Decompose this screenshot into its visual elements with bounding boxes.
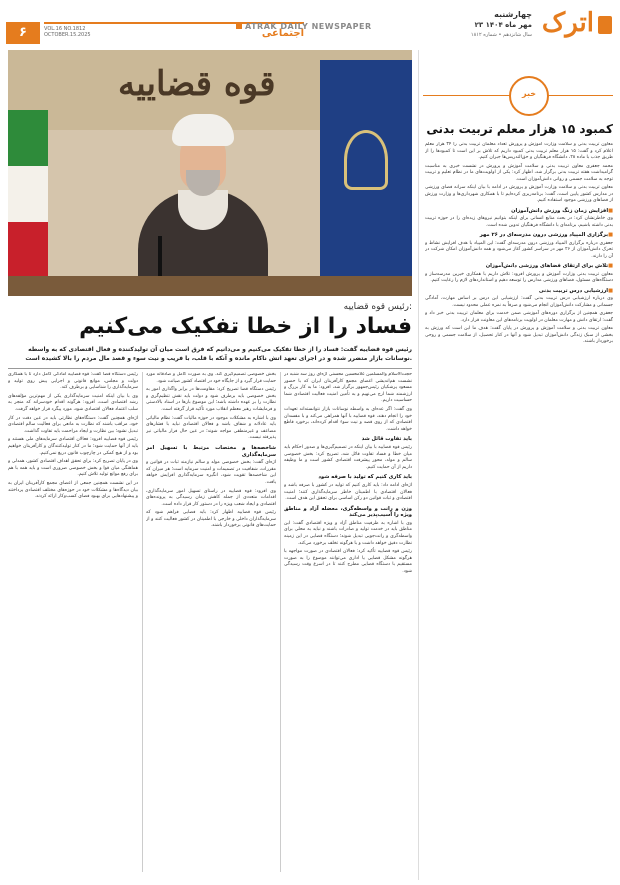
masthead bbox=[402, 4, 612, 44]
speaker-turban bbox=[172, 114, 234, 146]
paragraph: وی درباره ارزشیابی درس تربیت بدنی گفت: ارزشیابی این درس بر اساس مهارت، آمادگی جسمانی و مشارکت دانش‌آموزان انجام می‌شود و صرفاً به نمره عملی محدود نیست. bbox=[425, 296, 613, 308]
scales-emblem-icon bbox=[344, 130, 388, 190]
paragraph: رئیس قوه قضاییه تأکید کرد: فعالان اقتصادی در صورت مواجهه با هرگونه مشکل قضایی یا اداری می‌توانند موضوع را به صورت مستقیم با دستگاه قضایی مطرح کنند تا در اسرع وقت رسیدگی شود. bbox=[284, 549, 412, 575]
page-number: ۶ bbox=[6, 22, 40, 44]
paragraph: وی خاطرنشان کرد: در بحث منابع انسانی برای اینکه بتوانیم نیروهای زبده‌ای را در حوزه تربیت بدنی داشته باشیم، برنامه‌ای با دانشگاه فرهنگیان تدوین شده است. bbox=[425, 216, 613, 228]
paragraph: رئیس دستگاه قضا گفت: قوه قضاییه آمادگی کامل دارد تا با همکاری دولت و مجلس، موانع قانونی و اجرایی پیش روی تولید و سرمایه‌گذاری را شناسایی و برطرف کند. bbox=[8, 372, 138, 391]
divider bbox=[8, 368, 412, 369]
flag-white bbox=[8, 166, 48, 222]
date-persian: ۲۳ مهر ماه ۱۴۰۴ bbox=[474, 21, 532, 29]
sidebar-title: کمبود ۱۵ هزار معلم تربیت بدنی bbox=[426, 122, 613, 136]
desk bbox=[8, 276, 412, 296]
news-badge-label: خبر bbox=[521, 89, 536, 98]
paragraph: معاون تربیت بدنی و سلامت آموزش و پرورش در پایان گفت: هدف ما این است که ورزش به بخشی از سبک زندگی دانش‌آموزان تبدیل شود و آنها در کنار تحصیل، از سلامت جسمی و روحی برخوردار باشند. bbox=[425, 326, 613, 344]
column-divider bbox=[142, 372, 143, 872]
paragraph: معاون تربیت بدنی و سلامت وزارت آموزش و پرورش تعداد معلمان تربیت بدنی را ۳۴ هزار معلم اعلام کرد و گفت: ۱۵ هزار معلم تربیت بدنی کمبود داریم که تلاش بر این است تا کمبودها را از طریق جذب با ماده ۲۸، دانشگاه فرهنگیان و حق‌التدریس‌ها جبران کنیم. bbox=[425, 142, 613, 160]
paragraph: اژه‌ای همچنین گفت: دستگاه‌های نظارتی باید در عین دقت در کار خود، مراقب باشند که نظارت به مانعی برای فعالیت سالم اقتصادی تبدیل نشود؛ بین نظارت و ایجاد مزاحمت باید تفاوت گذاشت. bbox=[8, 415, 138, 434]
article-lead: رئیس قوه قضاییه گفت: فساد را از خطا تفکیک می‌کنیم و می‌دانیم که فرق است میان آن تولیدکننده و فعال اقتصادی که به واسطه نوسانات بازار متضرر شده و در اجرای تعهد اتش ناکام مانده و آنکه با قلب، با فریب و نیت سوء و قصد مال مردم را بالا کشیده است. bbox=[25, 346, 412, 362]
subheading: شاخصه‌ها و مختصات مرتبط با تسهیل امر سرمایه‌گذاری bbox=[146, 444, 276, 458]
article-column-middle bbox=[146, 372, 276, 878]
paragraph: اژه‌ای گفت: بخش خصوصی مولد و سالم نیازمند ثبات در قوانین و مقررات، شفافیت در تصمیمات و امنیت سرمایه است؛ هر میزان که این شاخصه‌ها تقویت شود، انگیزه سرمایه‌گذاری افزایش خواهد یافت. bbox=[146, 460, 276, 485]
paragraph: رئیس قوه قضاییه افزود: فعالان اقتصادی سرمایه‌های ملی هستند و باید از آنها حمایت شود؛ ما در کنار تولیدکنندگان و کارآفرینان خواهیم بود و از هیچ کمکی در چارچوب قانون دریغ نمی‌کنیم. bbox=[8, 437, 138, 456]
subheading: باید تفاوت قائل شد bbox=[361, 436, 412, 443]
article-headline: فساد را از خطا تفکیک می‌کنیم bbox=[79, 314, 412, 339]
paragraph: حجت‌الاسلام والمسلمین غلامحسین محسنی اژه‌ای روز سه شنبه در نشست هم‌اندیشی اعضای مجمع کارآفرینان ایران که با حضور مسعود پزشکیان رئیس‌جمهور برگزار شد، افزود: ما به کار بزرگ و ارزشمند شما ارج می‌نهیم و به تأمین امنیت فعالیت اقتصادی شما حساسیت داریم. bbox=[284, 372, 412, 404]
section-label: اجتماعی bbox=[261, 28, 304, 39]
paragraph: در این نشست همچنین جمعی از اعضای مجمع کارآفرینان ایران به بیان دیدگاه‌ها و مشکلات خود در حوزه‌های مختلف اقتصادی پرداختند و پیشنهادهایی برای بهبود فضای کسب‌وکار ارائه کردند. bbox=[8, 480, 138, 500]
paragraph: بخش خصوصی تصمیم‌گیری کند. وی به صورت کامل و صادقانه مورد حمایت قرار گیرد و از جایگاه خود در اقتصاد کشور صیانت شود. bbox=[146, 372, 276, 384]
paragraph: وی گفت: اگر عده‌ای به واسطه نوسانات بازار نتوانسته‌اند تعهدات خود را انجام دهند، قوه قضاییه با آنها همراهی می‌کند و با مفسدان اقتصادی که از روی قصد و نیت سوء اقدام کرده‌اند، برخورد قاطع خواهد داشت. bbox=[284, 406, 412, 432]
issue-info: سال شانزدهم • شماره ۱۸۱۲ bbox=[470, 32, 532, 38]
sidebar-body bbox=[425, 142, 613, 878]
paragraph: جعفری درباره برگزاری المپیاد ورزشی درون مدرسه‌ای گفت: این المپیاد با هدف افزایش نشاط و تحرک دانش‌آموزان از ۲۶ مهر در سراسر کشور آغاز می‌شود و همه دانش‌آموزان امکان شرکت در آن را دارند. bbox=[425, 240, 613, 259]
article-kicker: رئیس قوه قضاییه: bbox=[343, 302, 412, 312]
volume-info: VOL.16 NO.1812 OCTOBER.15.2025 bbox=[44, 26, 91, 38]
paragraph: وی با بیان اینکه امنیت سرمایه‌گذاری یکی از مهم‌ترین مؤلفه‌های رشد اقتصادی است، افزود: هرگونه اقدام خودسرانه که منجر به سلب اعتماد فعالان اقتصادی شود، مورد پیگرد قرار خواهد گرفت. bbox=[8, 393, 138, 412]
main-photo bbox=[8, 50, 412, 296]
page-header bbox=[0, 0, 620, 48]
flag-green bbox=[8, 110, 48, 166]
daily-newspaper-label: ATRAK DAILY NEWSPAPER bbox=[236, 22, 372, 31]
paragraph: وی افزود: قوه قضاییه در راستای تسهیل امور سرمایه‌گذاری، اقدامات متعددی از جمله کاهش زمان رسیدگی به پرونده‌های اقتصادی و ایجاد شعب ویژه را در دستور کار قرار داده است. bbox=[146, 488, 276, 507]
paragraph: محمد جعفری معاون تربیت بدنی و سلامت آموزش و پرورش در نشست خبری به مناسبت گرامیداشت هفته تربیت بدنی برگزار شد، اظهار کرد: یکی از اولویت‌های ما در نظام تعلیم و تربیت توجه به سلامت جسمی و روانی دانش‌آموزان است. bbox=[425, 163, 613, 182]
article-column-left bbox=[8, 372, 138, 878]
subheading: ■ افزایش زمان زنگ ورزش دانش‌آموزان bbox=[425, 208, 613, 215]
subheading: ■ تلاش برای ارتقای فضاهای ورزشی دانش‌آموزان bbox=[425, 263, 613, 270]
square-icon bbox=[236, 23, 242, 29]
paragraph: رئیس قوه قضاییه با بیان اینکه در تصمیم‌گیری‌ها و صدور احکام باید میان خطا و فساد تفاوت قائل شد، تصریح کرد: بخش خصوصی سالم و مولد، محور پیشرفت اقتصادی کشور است و ما وظیفه داریم از آن حمایت کنیم. bbox=[284, 444, 412, 470]
subheading: وزن و رانت و واسطه‌گری، معضله آزاد و مناطق ویژه را آسیب‌پذیر می‌کند bbox=[284, 505, 412, 519]
column-divider bbox=[280, 372, 281, 872]
paragraph: وی با اشاره به مشکلات موجود در حوزه مالیات گفت: نظام مالیاتی باید عادلانه و شفاف باشد و فعالان اقتصادی نباید با فشارهای مضاعف و غیرمنطقی مواجه شوند؛ در عین حال فرار مالیاتی نیز پذیرفته نیست. bbox=[146, 415, 276, 441]
photo-wall-text: قوه قضاییه bbox=[118, 64, 276, 104]
subheading: باید کاری کنیم که تولید با صرفه شود bbox=[318, 474, 412, 481]
paragraph: وی در پایان تصریح کرد: برای تحقق اهداف اقتصادی کشور، همدلی و هماهنگی میان قوا و بخش خصوصی ضروری است و باید همه با هم برای رفع موانع تولید تلاش کنیم. bbox=[8, 459, 138, 478]
logo: اترک bbox=[541, 8, 594, 38]
subheading: ■ برگزاری المپیاد ورزشی درون مدرسه‌ای در ۲۶ مهر bbox=[425, 232, 613, 239]
paragraph: وی با اشاره به ظرفیت مناطق آزاد و ویژه اقتصادی گفت: این مناطق باید در خدمت تولید و صادرات باشند و نباید به محلی برای واسطه‌گری و رانت‌جویی تبدیل شوند؛ دستگاه قضایی در این زمینه نظارت دقیق خواهد داشت و با هرگونه تخلف برخورد می‌کند. bbox=[284, 520, 412, 546]
paragraph: رئیس قوه قضاییه اظهار کرد: باید فضایی فراهم شود که سرمایه‌گذاران داخلی و خارجی با اطمینان در کشور فعالیت کنند و از حمایت‌های قانونی برخوردار باشند. bbox=[146, 510, 276, 529]
paragraph: اژه‌ای ادامه داد: باید کاری کنیم که تولید در کشور با صرفه باشد و فعالان اقتصادی با اطمینان خاطر سرمایه‌گذاری کنند؛ امنیت اقتصادی و ثبات قوانین دو رکن اساسی برای تحقق این هدف است. bbox=[284, 482, 412, 502]
date-day: چهارشنبه bbox=[494, 10, 532, 19]
paragraph: معاون تربیت بدنی و سلامت وزارت آموزش و پرورش در ادامه با بیان اینکه سرانه فضای ورزشی در مدارس کشور پایین است، گفت: برنامه‌ریزی کرده‌ایم تا با همکاری شهرداری‌ها و وزارت ورزش از فضاهای ورزشی موجود استفاده کنیم. bbox=[425, 185, 613, 203]
paragraph: جعفری همچنین از برگزاری دوره‌های آموزشی ضمن خدمت برای معلمان تربیت بدنی خبر داد و گفت: ارتقای دانش و مهارت معلمان در اولویت برنامه‌های این معاونت قرار دارد. bbox=[425, 311, 613, 323]
logo-mark-icon bbox=[598, 16, 612, 34]
paragraph: معاون تربیت بدنی وزارت آموزش و پرورش افزود: تلاش داریم با همکاری خیرین مدرسه‌ساز و دستگاه‌های مسئول، فضاهای ورزشی مدارس را توسعه دهیم و استانداردهای لازم را رعایت کنیم. bbox=[425, 271, 613, 283]
subheading: ■ ارزشیابی درس تربیت بدنی bbox=[425, 288, 613, 295]
paragraph: رئیس دستگاه قضا تصریح کرد: مقاومت‌ها در برابر واگذاری امور به بخش خصوصی باید برطرف شود و دولت باید نقش تنظیم‌گری و نظارت را بر عهده داشته باشد؛ این موضوع بارها در اسناد بالادستی و فرمایشات رهبر معظم انقلاب مورد تأکید قرار گرفته است. bbox=[146, 387, 276, 412]
article-column-right bbox=[284, 372, 412, 878]
sidebar-news bbox=[418, 50, 614, 880]
microphone-icon bbox=[158, 236, 162, 276]
